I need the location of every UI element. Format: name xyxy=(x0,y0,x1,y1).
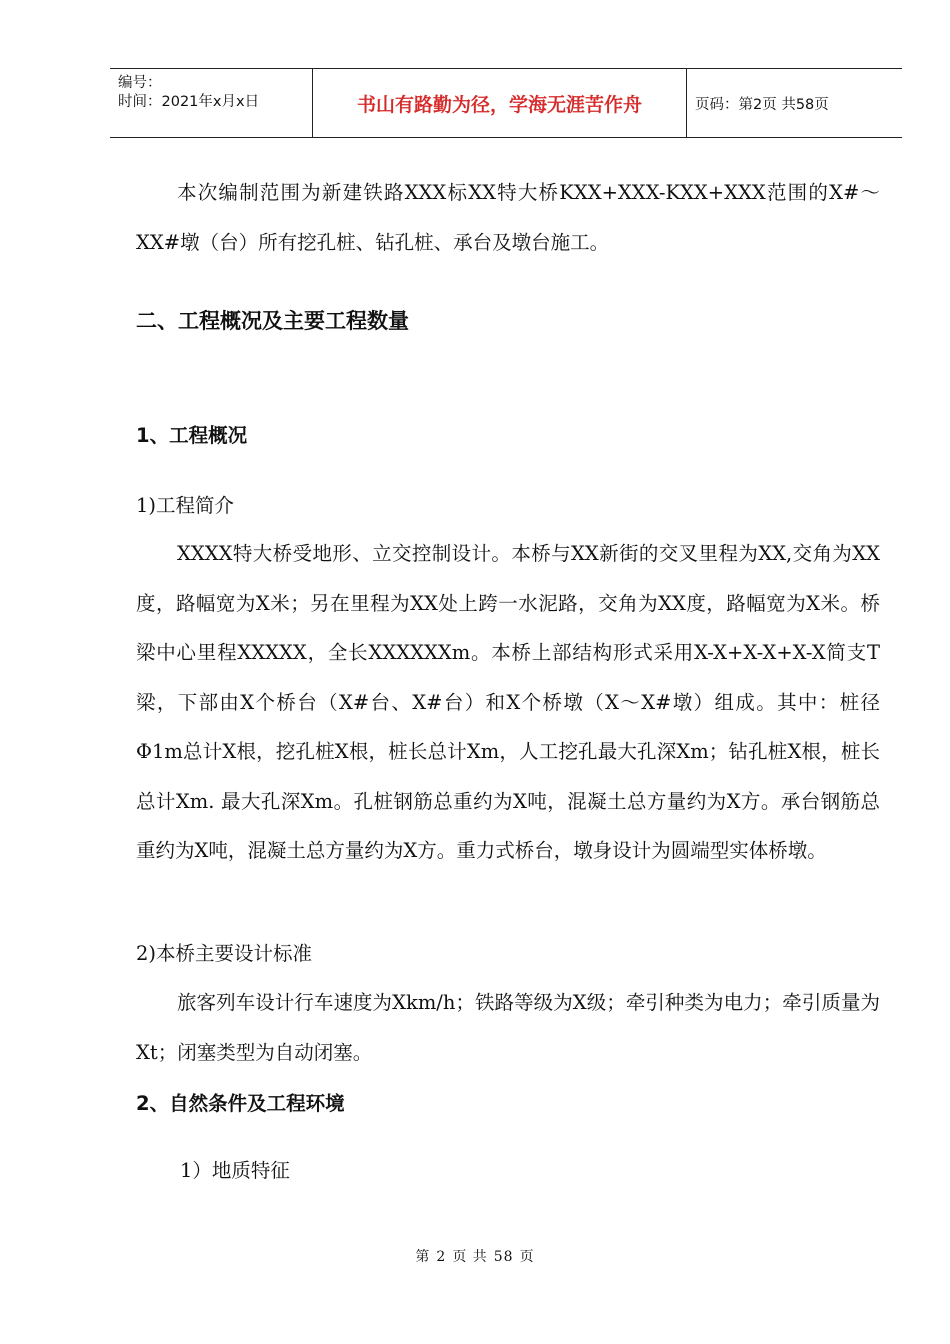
footer-mid: 页 共 xyxy=(452,1249,488,1265)
document-number-label: 编号： xyxy=(118,75,162,91)
section-heading-2: 二、工程概况及主要工程数量 xyxy=(136,309,409,333)
footer-total-pages: 58 xyxy=(493,1249,514,1265)
subsection-heading-natural-conditions: 2、自然条件及工程环境 xyxy=(136,1092,345,1115)
overview-paragraph: XXXX特大桥受地形、立交控制设计。本桥与XX新街的交叉里程为XX,交角为XX度，路幅宽为X米；另在里程为XX处上跨一水泥路，交角为XX度，路幅宽为X米。桥梁中心里程XXXXX，全长XXXXXXm。本桥上部结构形式采用X-X+X-X+X-X简支T梁，下部由X个桥台（X#台、X#台）和X个桥墩（X～X#墩）组成。其中：桩径Φ1m总计X根，挖孔桩X根，桩长总计Xm，人工挖孔最大孔深Xm；钻孔桩X根，桩长总计Xm. 最大孔深Xm。孔桩钢筋总重约为X吨，混凝土总方量约为X方。承台钢筋总重约为X吨，混凝土总方量约为X方。重力式桥台，墩身设计为圆端型实体桥墩。 xyxy=(136,542,880,862)
item-heading-standards: 2)本桥主要设计标准 xyxy=(136,942,313,965)
page-footer xyxy=(0,1246,950,1266)
footer-suffix: 页 xyxy=(519,1249,535,1265)
document-date: 时间：2021年x月x日 xyxy=(118,94,260,110)
header-motto: 书山有路勤为径，学海无涯苦作舟 xyxy=(313,69,687,137)
footer-prefix: 第 xyxy=(415,1249,431,1265)
overview-block xyxy=(136,529,880,876)
item-heading-geology: 1）地质特征 xyxy=(180,1159,290,1182)
standards-block xyxy=(136,978,880,1077)
intro-block xyxy=(136,168,880,267)
header-page-info: 页码：第2页 共58页 xyxy=(695,96,829,113)
subsection-heading-overview: 1、工程概况 xyxy=(136,424,248,447)
footer-current-page: 2 xyxy=(436,1249,447,1265)
item-heading-intro: 1)工程简介 xyxy=(136,494,235,517)
intro-paragraph: 本次编制范围为新建铁路XXX标XX特大桥KXX+XXX-KXX+XXX范围的X#～XX#墩（台）所有挖孔桩、钻孔桩、承台及墩台施工。 xyxy=(136,181,880,254)
header-meta xyxy=(110,69,313,137)
page-header xyxy=(110,68,902,138)
standards-paragraph: 旅客列车设计行车速度为Xkm/h；铁路等级为X级；牵引种类为电力；牵引质量为Xt；闭塞类型为自动闭塞。 xyxy=(136,991,880,1064)
